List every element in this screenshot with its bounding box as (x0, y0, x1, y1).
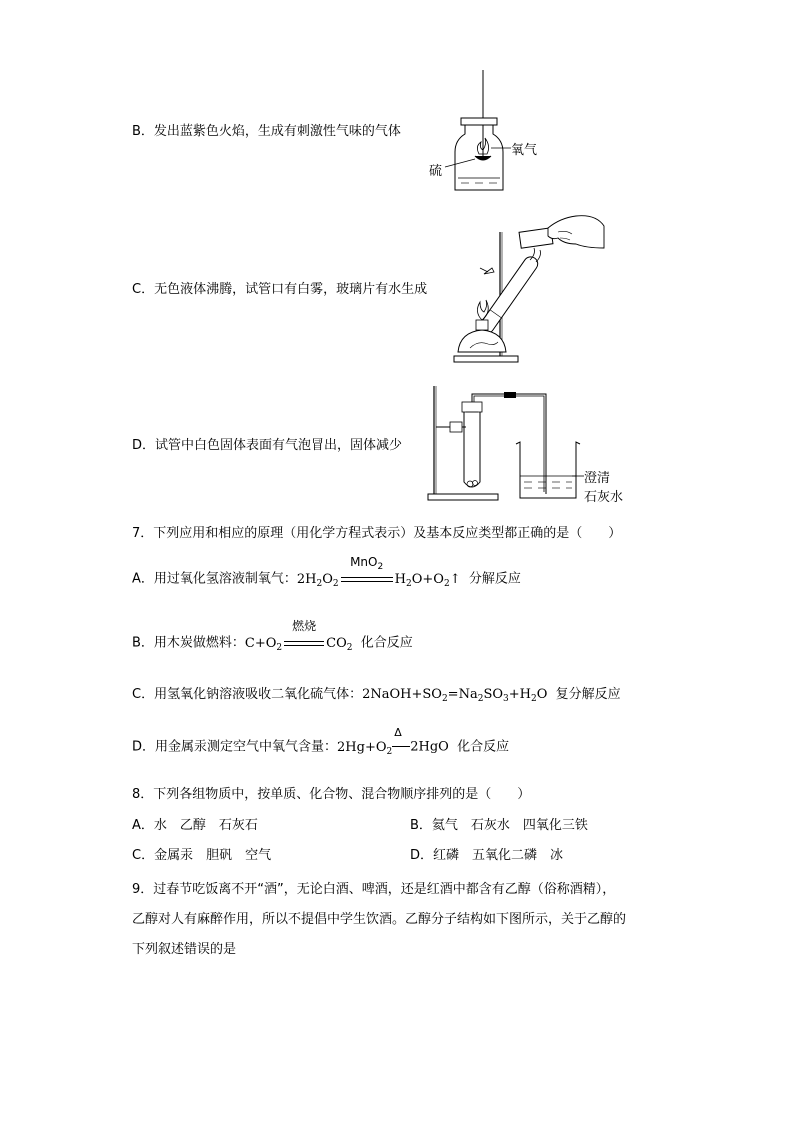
limewater-label-2: 石灰水 (584, 490, 624, 505)
q8-option-c: C．金属汞 胆矾 空气 (132, 848, 272, 863)
q7-option-d: D．用金属汞测定空气中氧气含量：$2Hg+O_2$ Δ 2HgO 化合反应 (132, 726, 510, 757)
mno2-condition: MnO$_2$ (341, 570, 393, 588)
burning-condition: 燃烧 (284, 634, 324, 652)
q8-option-b: B．氦气 石灰水 四氧化三铁 (410, 818, 588, 833)
q7-a-prefix: A．用过氧化氢溶液制氧气： (132, 571, 297, 587)
q7-option-a: A．用过氧化氢溶液制氧气：$2H_2O_2$ MnO$_2$ $H_2O+O_2↑$ 分解反应 (132, 555, 521, 589)
sulfur-combustion-figure (425, 70, 555, 200)
q6-option-c: C．无色液体沸腾，试管口有白雾，玻璃片有水生成 (132, 282, 428, 297)
q7-d-prefix: D．用金属汞测定空气中氧气含量： (132, 739, 338, 755)
q7-b-type: 化合反应 (360, 635, 413, 651)
gas-limewater-figure (426, 384, 646, 509)
q7-option-b: B．用木炭做燃料：$C+O_2$ 燃烧 $CO_2$ 化合反应 (132, 619, 413, 653)
heat-condition: Δ (392, 738, 410, 756)
q8-option-d: D．红磷 五氧化二磷 冰 (410, 848, 564, 863)
q7-c-prefix: C．用氢氧化钠溶液吸收二氧化硫气体： (132, 687, 363, 702)
limewater-label-1: 澄清 (584, 471, 611, 486)
q6-option-b: B．发出蓝紫色火焰，生成有刺激性气味的气体 (132, 124, 401, 139)
q7-b-prefix: B．用木炭做燃料： (132, 635, 245, 651)
q6-option-d: D．试管中白色固体表面有气泡冒出，固体减少 (132, 438, 403, 453)
q9-line-3: 下列叙述错误的是 (132, 942, 237, 957)
q9-line-2: 乙醇对人有麻醉作用，所以不提倡中学生饮酒。乙醇分子结构如下图所示，关于乙醇的 (132, 912, 627, 927)
q7-stem: 7．下列应用和相应的原理（用化学方程式表示）及基本反应类型都正确的是（ ） (132, 526, 622, 541)
q8-option-a: A．水 乙醇 石灰石 (132, 818, 258, 833)
q7-c-type: 复分解反应 (555, 687, 621, 702)
q7-option-c: C．用氢氧化钠溶液吸收二氧化硫气体：$2NaOH+SO_2=Na_2SO_3+H_2O$ 复分解反应 (132, 687, 621, 704)
heating-tube-figure (448, 208, 608, 368)
q7-d-type: 化合反应 (457, 739, 510, 755)
q7-a-type: 分解反应 (468, 571, 521, 587)
q9-line-1: 9．过春节吃饭离不开“酒”，无论白酒、啤酒，还是红酒中都含有乙醇（俗称酒精）， (132, 882, 616, 897)
sulfur-label: 硫 (429, 164, 443, 179)
q8-stem: 8．下列各组物质中，按单质、化合物、混合物顺序排列的是（ ） (132, 787, 531, 802)
oxygen-label: 氧气 (511, 143, 538, 158)
